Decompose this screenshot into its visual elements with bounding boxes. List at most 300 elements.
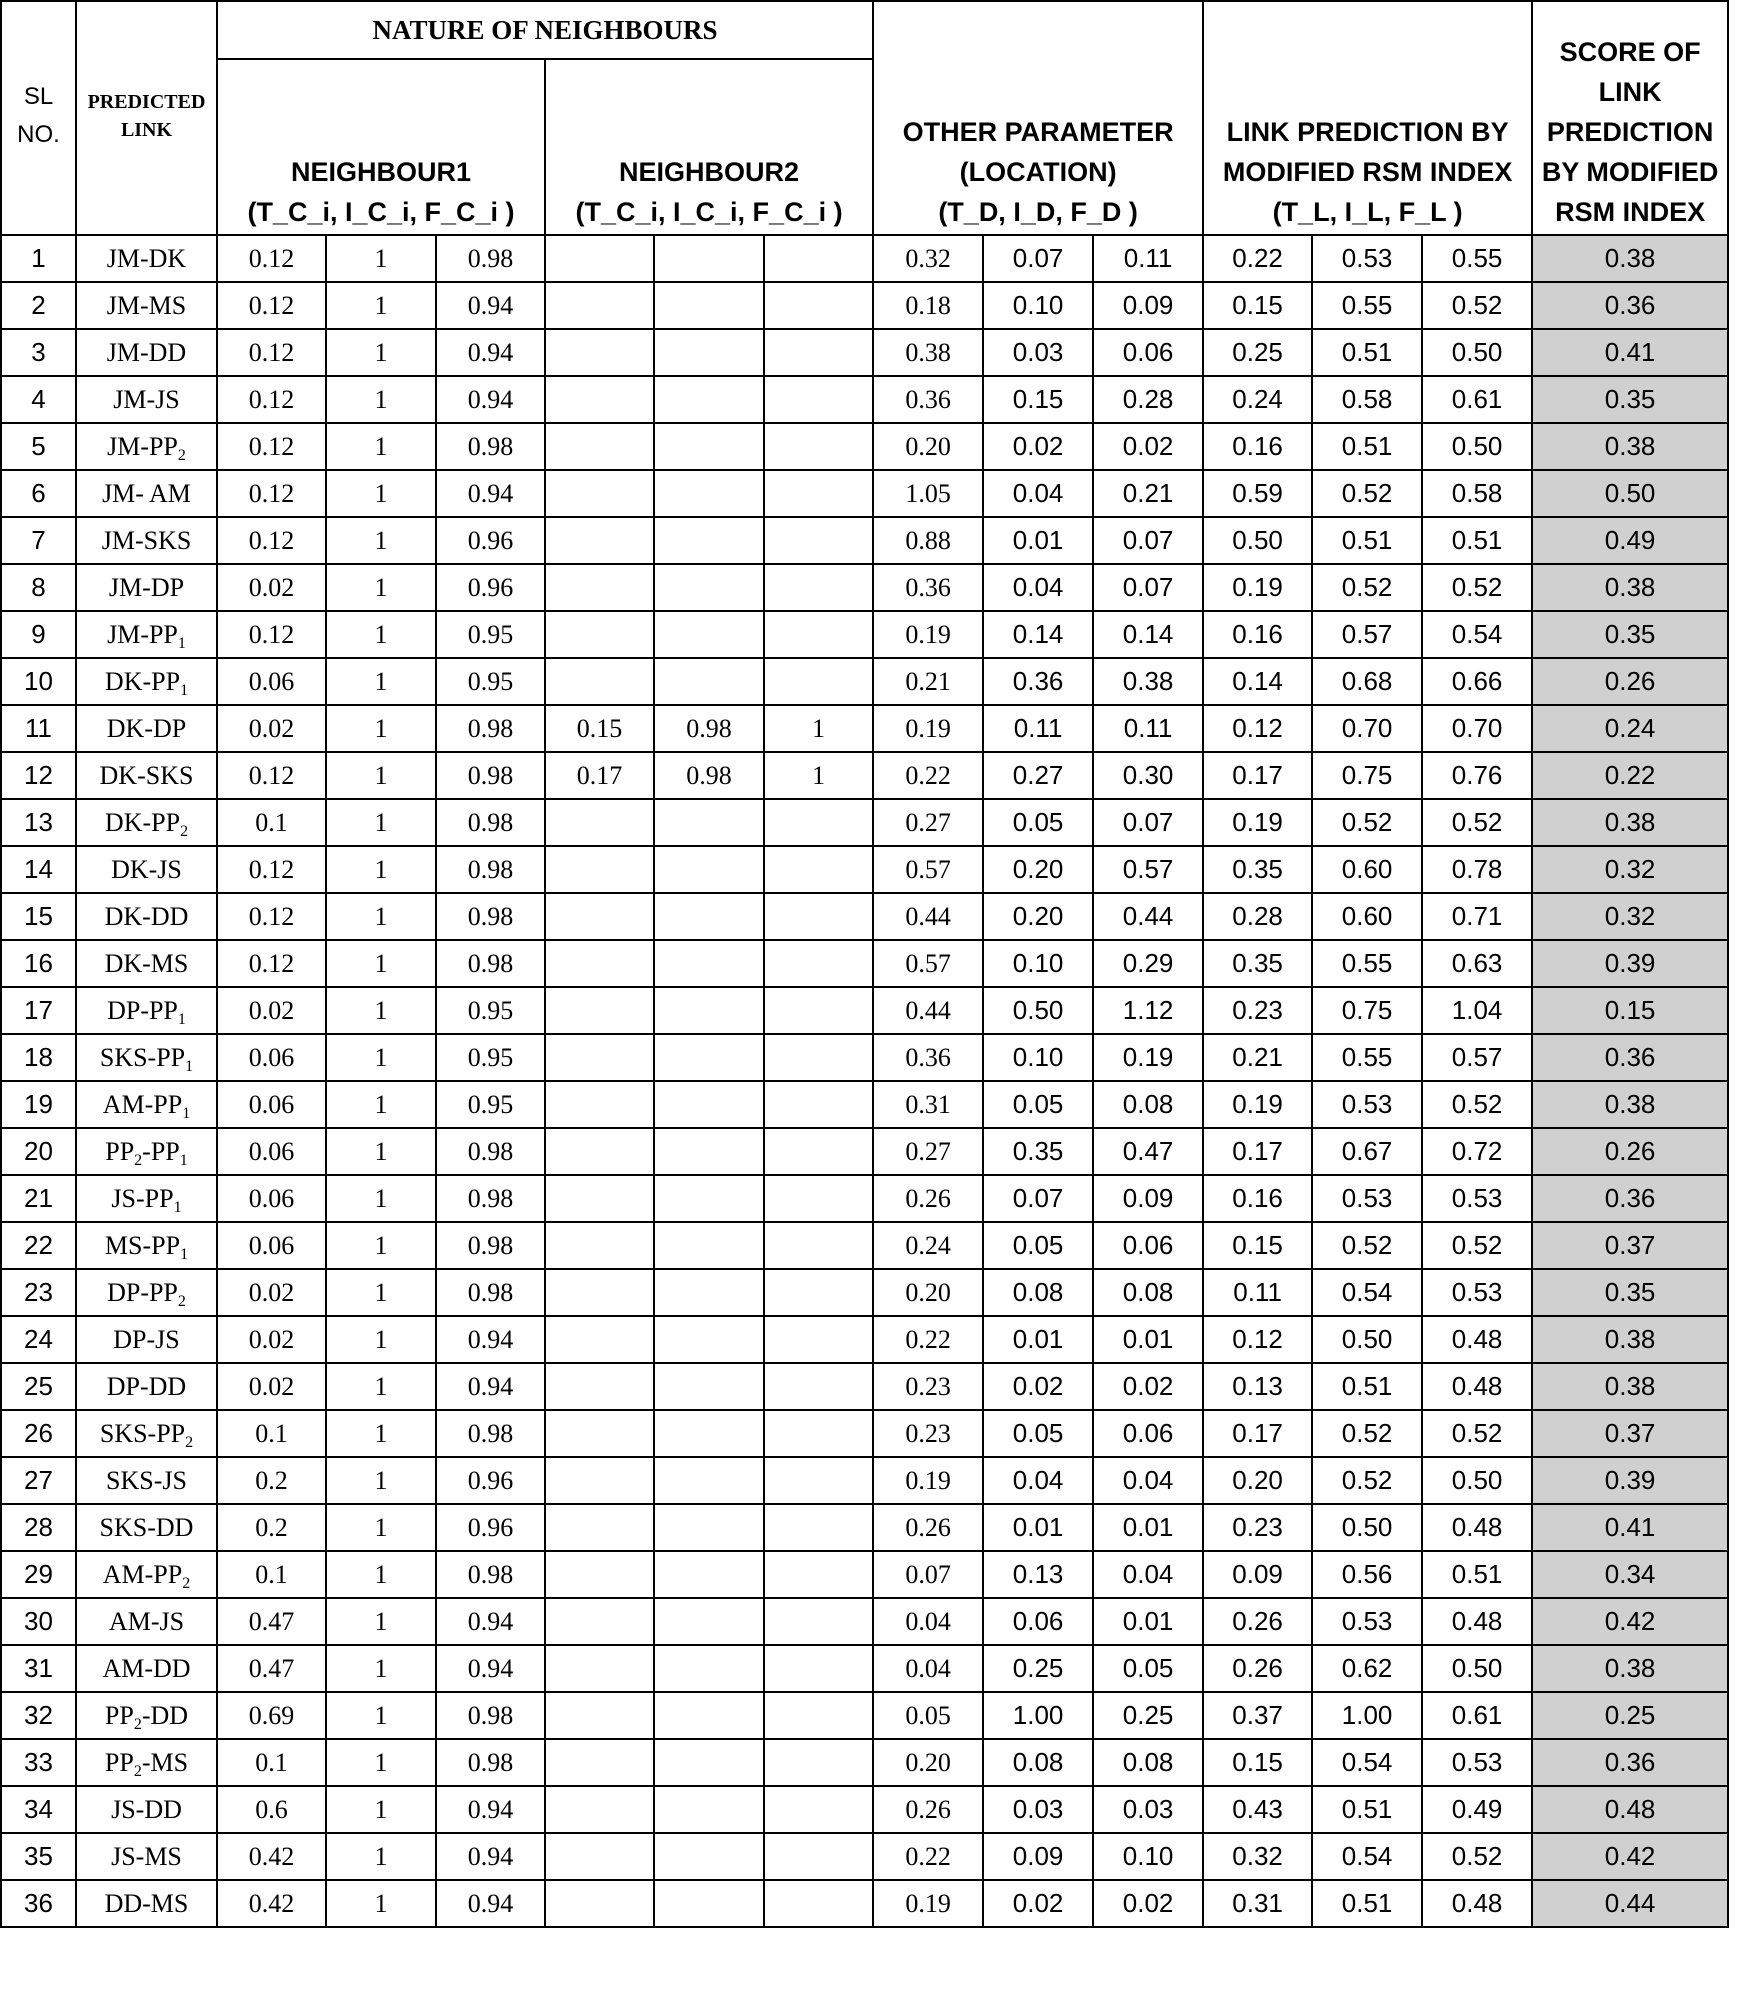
cell-neighbour2-t <box>545 564 654 611</box>
cell-sl-no: 18 <box>1 1034 76 1081</box>
link-subscript: 2 <box>182 1574 191 1592</box>
link-text: MS-PP <box>104 1230 181 1260</box>
cell-neighbour2-f <box>764 1175 873 1222</box>
cell-neighbour2-i <box>654 1786 764 1833</box>
cell-predicted-link <box>76 752 217 799</box>
cell-neighbour2-f <box>764 1880 873 1927</box>
cell-neighbour1-t: 0.1 <box>217 1551 326 1598</box>
cell-neighbour2-f <box>764 1833 873 1880</box>
table-row <box>1 1410 1728 1457</box>
table-row <box>1 658 1728 705</box>
cell-location-f: 0.02 <box>1093 1880 1203 1927</box>
cell-neighbour2-t <box>545 1222 654 1269</box>
cell-location-i: 0.25 <box>983 1645 1093 1692</box>
cell-score: 0.26 <box>1532 658 1728 705</box>
cell-neighbour1-t: 0.69 <box>217 1692 326 1739</box>
link-subscript: 2 <box>180 822 189 840</box>
cell-neighbour1-t: 0.06 <box>217 1128 326 1175</box>
link-subscript: 1 <box>173 1198 182 1216</box>
cell-neighbour2-f <box>764 1410 873 1457</box>
cell-predicted-link <box>76 1081 217 1128</box>
cell-location-f: 0.05 <box>1093 1645 1203 1692</box>
cell-neighbour2-f <box>764 658 873 705</box>
table-row <box>1 1833 1728 1880</box>
cell-score: 0.35 <box>1532 376 1728 423</box>
cell-neighbour1-i: 1 <box>326 1692 436 1739</box>
cell-link-prediction-f: 0.52 <box>1422 1081 1532 1128</box>
cell-link-prediction-t: 0.35 <box>1203 846 1312 893</box>
cell-link-prediction-f: 0.54 <box>1422 611 1532 658</box>
cell-score: 0.15 <box>1532 987 1728 1034</box>
cell-location-i: 0.36 <box>983 658 1093 705</box>
table-body <box>1 235 1728 1927</box>
cell-predicted-link <box>76 1786 217 1833</box>
cell-predicted-link <box>76 1410 217 1457</box>
cell-score: 0.24 <box>1532 705 1728 752</box>
link-text: PP <box>104 1700 134 1730</box>
cell-sl-no: 8 <box>1 564 76 611</box>
cell-location-f: 0.47 <box>1093 1128 1203 1175</box>
cell-link-prediction-i: 0.51 <box>1312 1880 1422 1927</box>
cell-score: 0.32 <box>1532 893 1728 940</box>
header-neighbour2-line2: (T_C_i, I_C_i, F_C_i ) <box>575 197 843 227</box>
cell-neighbour2-i <box>654 1175 764 1222</box>
cell-predicted-link <box>76 987 217 1034</box>
cell-neighbour1-t: 0.12 <box>217 846 326 893</box>
cell-link-prediction-f: 0.52 <box>1422 282 1532 329</box>
cell-location-t: 0.36 <box>873 376 983 423</box>
cell-link-prediction-i: 0.57 <box>1312 611 1422 658</box>
cell-neighbour2-i <box>654 658 764 705</box>
table-row <box>1 423 1728 470</box>
cell-neighbour1-t: 0.02 <box>217 1316 326 1363</box>
cell-predicted-link <box>76 470 217 517</box>
cell-neighbour2-t <box>545 846 654 893</box>
cell-location-i: 0.01 <box>983 517 1093 564</box>
cell-location-f: 0.07 <box>1093 564 1203 611</box>
cell-neighbour1-f: 0.98 <box>436 799 545 846</box>
link-subscript: 2 <box>185 1433 194 1451</box>
cell-location-f: 0.28 <box>1093 376 1203 423</box>
cell-location-i: 0.10 <box>983 282 1093 329</box>
cell-neighbour1-i: 1 <box>326 564 436 611</box>
table-row <box>1 1739 1728 1786</box>
cell-neighbour2-f <box>764 1034 873 1081</box>
cell-neighbour2-f <box>764 1598 873 1645</box>
cell-neighbour2-i <box>654 1551 764 1598</box>
cell-score: 0.49 <box>1532 517 1728 564</box>
table-row <box>1 1175 1728 1222</box>
cell-neighbour2-i <box>654 1598 764 1645</box>
cell-location-t: 0.27 <box>873 799 983 846</box>
cell-link-prediction-f: 0.52 <box>1422 564 1532 611</box>
cell-neighbour1-i: 1 <box>326 1786 436 1833</box>
cell-link-prediction-i: 0.52 <box>1312 1410 1422 1457</box>
cell-link-prediction-t: 0.12 <box>1203 705 1312 752</box>
cell-link-prediction-t: 0.20 <box>1203 1457 1312 1504</box>
cell-location-f: 0.06 <box>1093 1222 1203 1269</box>
cell-neighbour2-f <box>764 940 873 987</box>
cell-link-prediction-i: 0.51 <box>1312 1363 1422 1410</box>
cell-location-t: 0.21 <box>873 658 983 705</box>
cell-location-f: 0.08 <box>1093 1739 1203 1786</box>
cell-link-prediction-t: 0.32 <box>1203 1833 1312 1880</box>
cell-neighbour1-i: 1 <box>326 846 436 893</box>
cell-neighbour2-f <box>764 517 873 564</box>
table-row <box>1 1363 1728 1410</box>
cell-neighbour1-i: 1 <box>326 1457 436 1504</box>
cell-neighbour1-t: 0.02 <box>217 705 326 752</box>
cell-location-f: 0.57 <box>1093 846 1203 893</box>
cell-link-prediction-i: 0.50 <box>1312 1316 1422 1363</box>
cell-link-prediction-f: 0.53 <box>1422 1739 1532 1786</box>
header-predicted-link <box>76 1 217 235</box>
cell-neighbour2-t <box>545 282 654 329</box>
cell-location-t: 0.05 <box>873 1692 983 1739</box>
link-text: DK-MS <box>104 948 189 978</box>
cell-sl-no: 24 <box>1 1316 76 1363</box>
cell-neighbour1-f: 0.98 <box>436 235 545 282</box>
cell-neighbour2-i <box>654 235 764 282</box>
cell-location-f: 1.12 <box>1093 987 1203 1034</box>
cell-neighbour1-f: 0.94 <box>436 1786 545 1833</box>
cell-location-t: 0.18 <box>873 282 983 329</box>
cell-neighbour1-f: 0.94 <box>436 1833 545 1880</box>
cell-predicted-link <box>76 1175 217 1222</box>
cell-sl-no: 4 <box>1 376 76 423</box>
cell-predicted-link <box>76 846 217 893</box>
table-row <box>1 329 1728 376</box>
cell-location-t: 0.07 <box>873 1551 983 1598</box>
cell-location-i: 0.01 <box>983 1316 1093 1363</box>
link-text: JM-PP <box>107 431 178 461</box>
cell-neighbour1-f: 0.94 <box>436 376 545 423</box>
header-sl-line1: SL <box>23 83 54 110</box>
cell-predicted-link <box>76 1457 217 1504</box>
cell-neighbour2-f <box>764 1222 873 1269</box>
cell-link-prediction-i: 0.53 <box>1312 1175 1422 1222</box>
cell-location-i: 0.50 <box>983 987 1093 1034</box>
cell-sl-no: 31 <box>1 1645 76 1692</box>
cell-predicted-link <box>76 1739 217 1786</box>
cell-score: 0.50 <box>1532 470 1728 517</box>
cell-location-i: 0.04 <box>983 1457 1093 1504</box>
cell-neighbour1-f: 0.98 <box>436 752 545 799</box>
cell-neighbour1-i: 1 <box>326 987 436 1034</box>
cell-score: 0.36 <box>1532 282 1728 329</box>
cell-neighbour1-t: 0.06 <box>217 658 326 705</box>
cell-neighbour1-i: 1 <box>326 799 436 846</box>
cell-neighbour1-t: 0.12 <box>217 376 326 423</box>
cell-score: 0.42 <box>1532 1833 1728 1880</box>
cell-neighbour1-t: 0.2 <box>217 1504 326 1551</box>
cell-location-i: 0.05 <box>983 1222 1093 1269</box>
cell-neighbour2-i <box>654 376 764 423</box>
cell-neighbour2-i: 0.98 <box>654 705 764 752</box>
cell-neighbour2-f <box>764 1363 873 1410</box>
cell-predicted-link <box>76 1504 217 1551</box>
cell-score: 0.39 <box>1532 940 1728 987</box>
cell-link-prediction-f: 0.48 <box>1422 1316 1532 1363</box>
cell-neighbour2-t <box>545 1645 654 1692</box>
cell-location-t: 0.26 <box>873 1504 983 1551</box>
cell-location-i: 0.15 <box>983 376 1093 423</box>
cell-neighbour1-t: 0.12 <box>217 940 326 987</box>
cell-neighbour1-i: 1 <box>326 893 436 940</box>
cell-location-i: 0.03 <box>983 1786 1093 1833</box>
cell-neighbour2-f <box>764 376 873 423</box>
cell-neighbour1-t: 0.02 <box>217 987 326 1034</box>
cell-link-prediction-f: 0.66 <box>1422 658 1532 705</box>
cell-neighbour2-f <box>764 1645 873 1692</box>
cell-neighbour1-i: 1 <box>326 1128 436 1175</box>
cell-neighbour1-f: 0.98 <box>436 1410 545 1457</box>
table-row <box>1 1786 1728 1833</box>
cell-predicted-link <box>76 1833 217 1880</box>
cell-neighbour2-i <box>654 1880 764 1927</box>
cell-sl-no: 21 <box>1 1175 76 1222</box>
cell-location-t: 0.31 <box>873 1081 983 1128</box>
cell-link-prediction-i: 0.54 <box>1312 1269 1422 1316</box>
cell-location-f: 0.44 <box>1093 893 1203 940</box>
header-other-parameter <box>873 1 1203 235</box>
cell-link-prediction-i: 0.53 <box>1312 235 1422 282</box>
cell-neighbour1-i: 1 <box>326 517 436 564</box>
cell-location-t: 1.05 <box>873 470 983 517</box>
cell-neighbour1-f: 0.95 <box>436 1034 545 1081</box>
cell-sl-no: 25 <box>1 1363 76 1410</box>
cell-link-prediction-f: 0.50 <box>1422 1645 1532 1692</box>
cell-neighbour1-t: 0.12 <box>217 282 326 329</box>
cell-neighbour2-f <box>764 611 873 658</box>
table-row <box>1 1880 1728 1927</box>
cell-link-prediction-f: 0.50 <box>1422 1457 1532 1504</box>
cell-predicted-link <box>76 893 217 940</box>
cell-link-prediction-t: 0.15 <box>1203 1739 1312 1786</box>
cell-link-prediction-i: 0.60 <box>1312 893 1422 940</box>
cell-predicted-link <box>76 1034 217 1081</box>
cell-neighbour1-t: 0.47 <box>217 1598 326 1645</box>
cell-score: 0.42 <box>1532 1598 1728 1645</box>
cell-neighbour1-t: 0.47 <box>217 1645 326 1692</box>
link-text: DK-SKS <box>99 760 194 790</box>
cell-location-f: 0.04 <box>1093 1457 1203 1504</box>
cell-link-prediction-f: 0.61 <box>1422 1692 1532 1739</box>
cell-link-prediction-f: 0.53 <box>1422 1269 1532 1316</box>
cell-sl-no: 29 <box>1 1551 76 1598</box>
cell-location-f: 0.01 <box>1093 1316 1203 1363</box>
cell-location-t: 0.44 <box>873 893 983 940</box>
header-nature-of-neighbours <box>217 1 873 59</box>
cell-location-f: 0.11 <box>1093 705 1203 752</box>
cell-score: 0.36 <box>1532 1739 1728 1786</box>
cell-location-f: 0.19 <box>1093 1034 1203 1081</box>
cell-neighbour2-f <box>764 893 873 940</box>
cell-neighbour2-t <box>545 1316 654 1363</box>
header-sl-line2: NO. <box>17 121 60 148</box>
link-subscript: 2 <box>134 1151 143 1169</box>
cell-link-prediction-i: 0.54 <box>1312 1833 1422 1880</box>
cell-sl-no: 30 <box>1 1598 76 1645</box>
cell-link-prediction-i: 0.51 <box>1312 423 1422 470</box>
cell-neighbour1-f: 0.98 <box>436 1128 545 1175</box>
link-subscript: 1 <box>180 1245 189 1263</box>
cell-neighbour2-t: 0.15 <box>545 705 654 752</box>
cell-sl-no: 23 <box>1 1269 76 1316</box>
link-subscript: 1 <box>182 1104 191 1122</box>
cell-link-prediction-t: 0.22 <box>1203 235 1312 282</box>
cell-neighbour2-i <box>654 1410 764 1457</box>
cell-sl-no: 16 <box>1 940 76 987</box>
cell-predicted-link <box>76 1316 217 1363</box>
link-text: DP-DD <box>106 1371 187 1401</box>
cell-predicted-link <box>76 611 217 658</box>
cell-location-t: 0.20 <box>873 1739 983 1786</box>
cell-location-i: 0.08 <box>983 1269 1093 1316</box>
cell-location-t: 0.19 <box>873 1457 983 1504</box>
link-text: SKS-DD <box>99 1512 194 1542</box>
cell-predicted-link <box>76 658 217 705</box>
cell-neighbour2-t <box>545 1692 654 1739</box>
cell-sl-no: 27 <box>1 1457 76 1504</box>
cell-location-f: 0.11 <box>1093 235 1203 282</box>
link-text: DP-JS <box>113 1324 180 1354</box>
header-other-line1: OTHER PARAMETER <box>902 117 1174 147</box>
cell-link-prediction-i: 0.52 <box>1312 1457 1422 1504</box>
cell-location-i: 0.03 <box>983 329 1093 376</box>
table-row <box>1 940 1728 987</box>
cell-neighbour1-f: 0.96 <box>436 1504 545 1551</box>
cell-sl-no: 32 <box>1 1692 76 1739</box>
header-neighbour1-line1: NEIGHBOUR1 <box>290 157 472 187</box>
cell-link-prediction-t: 0.25 <box>1203 329 1312 376</box>
cell-link-prediction-t: 0.26 <box>1203 1645 1312 1692</box>
link-text: -PP <box>142 1136 180 1166</box>
cell-neighbour2-i <box>654 1081 764 1128</box>
cell-sl-no: 33 <box>1 1739 76 1786</box>
table-row <box>1 1504 1728 1551</box>
link-text: DK-PP <box>104 666 181 696</box>
cell-link-prediction-i: 0.62 <box>1312 1645 1422 1692</box>
cell-neighbour1-f: 0.96 <box>436 1457 545 1504</box>
cell-link-prediction-i: 0.75 <box>1312 752 1422 799</box>
link-text: JM-DK <box>106 243 187 273</box>
cell-link-prediction-t: 0.19 <box>1203 799 1312 846</box>
cell-neighbour1-i: 1 <box>326 1504 436 1551</box>
cell-location-t: 0.38 <box>873 329 983 376</box>
header-link-line2: MODIFIED RSM INDEX <box>1222 157 1513 187</box>
cell-neighbour2-t <box>545 1269 654 1316</box>
cell-score: 0.38 <box>1532 564 1728 611</box>
cell-neighbour2-i <box>654 893 764 940</box>
cell-predicted-link <box>76 517 217 564</box>
cell-neighbour1-t: 0.1 <box>217 1739 326 1786</box>
cell-location-i: 0.02 <box>983 423 1093 470</box>
cell-link-prediction-f: 0.58 <box>1422 470 1532 517</box>
cell-location-i: 0.02 <box>983 1363 1093 1410</box>
link-text: JM-SKS <box>101 525 192 555</box>
cell-score: 0.44 <box>1532 1880 1728 1927</box>
cell-location-i: 0.20 <box>983 846 1093 893</box>
cell-location-f: 0.02 <box>1093 1363 1203 1410</box>
cell-neighbour1-f: 0.94 <box>436 1316 545 1363</box>
cell-link-prediction-f: 0.48 <box>1422 1363 1532 1410</box>
table-row <box>1 1457 1728 1504</box>
cell-sl-no: 20 <box>1 1128 76 1175</box>
link-subscript: 1 <box>185 1057 194 1075</box>
cell-location-i: 0.20 <box>983 893 1093 940</box>
link-text: DK-PP <box>104 807 181 837</box>
cell-neighbour1-f: 0.95 <box>436 658 545 705</box>
cell-neighbour2-t <box>545 329 654 376</box>
cell-neighbour2-f <box>764 564 873 611</box>
cell-score: 0.38 <box>1532 1363 1728 1410</box>
cell-link-prediction-f: 0.52 <box>1422 1833 1532 1880</box>
cell-neighbour1-f: 0.98 <box>436 1175 545 1222</box>
cell-neighbour2-t <box>545 376 654 423</box>
cell-neighbour2-i <box>654 1034 764 1081</box>
cell-sl-no: 12 <box>1 752 76 799</box>
cell-link-prediction-t: 0.17 <box>1203 1410 1312 1457</box>
cell-neighbour1-t: 0.02 <box>217 564 326 611</box>
cell-location-f: 0.10 <box>1093 1833 1203 1880</box>
cell-neighbour2-i <box>654 799 764 846</box>
cell-link-prediction-i: 0.68 <box>1312 658 1422 705</box>
cell-neighbour1-i: 1 <box>326 470 436 517</box>
cell-link-prediction-i: 0.54 <box>1312 1739 1422 1786</box>
cell-link-prediction-t: 0.23 <box>1203 1504 1312 1551</box>
cell-sl-no: 17 <box>1 987 76 1034</box>
cell-location-t: 0.57 <box>873 846 983 893</box>
header-neighbour2-line1: NEIGHBOUR2 <box>619 157 800 187</box>
cell-neighbour1-i: 1 <box>326 1175 436 1222</box>
cell-neighbour2-i <box>654 1316 764 1363</box>
cell-score: 0.36 <box>1532 1175 1728 1222</box>
cell-location-i: 0.27 <box>983 752 1093 799</box>
link-text: JS-PP <box>111 1183 174 1213</box>
cell-neighbour1-i: 1 <box>326 1410 436 1457</box>
cell-neighbour1-t: 0.12 <box>217 611 326 658</box>
cell-neighbour1-t: 0.12 <box>217 893 326 940</box>
cell-link-prediction-f: 0.72 <box>1422 1128 1532 1175</box>
cell-neighbour1-f: 0.98 <box>436 893 545 940</box>
cell-neighbour1-f: 0.98 <box>436 846 545 893</box>
cell-location-t: 0.22 <box>873 1316 983 1363</box>
table-header <box>1 1 1728 235</box>
cell-neighbour1-t: 0.12 <box>217 470 326 517</box>
cell-link-prediction-i: 0.51 <box>1312 1786 1422 1833</box>
cell-neighbour2-f: 1 <box>764 705 873 752</box>
cell-link-prediction-i: 0.55 <box>1312 1034 1422 1081</box>
cell-link-prediction-t: 0.26 <box>1203 1598 1312 1645</box>
cell-neighbour1-i: 1 <box>326 705 436 752</box>
cell-location-i: 0.01 <box>983 1504 1093 1551</box>
cell-neighbour2-t <box>545 1034 654 1081</box>
cell-predicted-link <box>76 376 217 423</box>
cell-predicted-link <box>76 423 217 470</box>
cell-neighbour1-f: 0.94 <box>436 1598 545 1645</box>
cell-neighbour1-i: 1 <box>326 1363 436 1410</box>
cell-neighbour2-i <box>654 1504 764 1551</box>
link-subscript: 2 <box>133 1715 142 1733</box>
cell-location-f: 0.30 <box>1093 752 1203 799</box>
cell-location-i: 0.05 <box>983 1410 1093 1457</box>
table-row <box>1 470 1728 517</box>
cell-neighbour2-f <box>764 470 873 517</box>
link-text: AM-PP <box>102 1559 183 1589</box>
cell-link-prediction-i: 0.55 <box>1312 940 1422 987</box>
cell-link-prediction-f: 0.52 <box>1422 799 1532 846</box>
